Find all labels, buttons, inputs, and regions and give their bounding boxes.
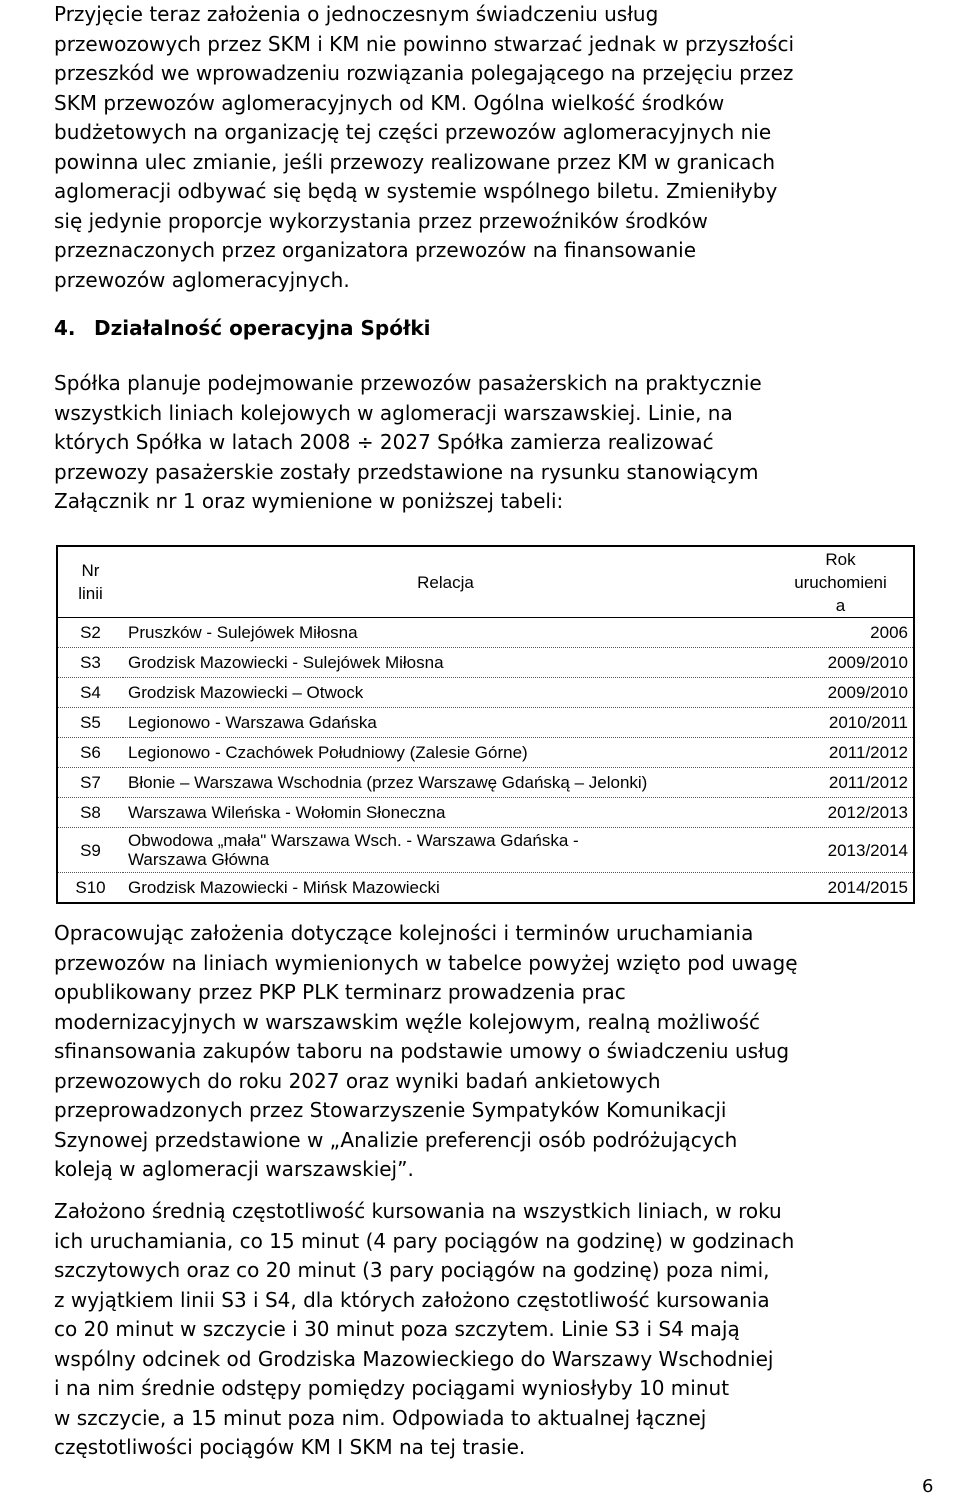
header-nr: Nr linii	[57, 546, 123, 618]
cell-rok: 2009/2010	[768, 648, 914, 678]
cell-relacja: Błonie – Warszawa Wschodnia (przez Warszawę Gdańską – Jelonki)	[123, 768, 768, 798]
cell-rok: 2011/2012	[768, 738, 914, 768]
cell-nr: S9	[57, 828, 123, 873]
cell-relacja: Legionowo - Czachówek Południowy (Zalesie Górne)	[123, 738, 768, 768]
cell-nr: S5	[57, 708, 123, 738]
table-row	[57, 828, 914, 873]
table-row	[57, 798, 914, 828]
paragraph-lines-intro: Spółka planuje podejmowanie przewozów pasażerskich na praktycznie wszystkich liniach kolejowych w aglomeracji warszawskiej. Linie, na których Spółka w latach 2008 ÷ 2027 Spółka zamierza realizować przewozy pasażerskie zostały przedstawione na rysunku stanowiącym Załącznik nr 1 oraz wymienione w poniższej tabeli:	[54, 371, 762, 513]
table-row	[57, 873, 914, 904]
table-header-row	[57, 546, 914, 618]
lines-table	[56, 545, 915, 904]
cell-nr: S7	[57, 768, 123, 798]
section-heading	[54, 316, 431, 340]
cell-rok: 2010/2011	[768, 708, 914, 738]
cell-nr: S10	[75, 878, 106, 897]
paragraph-skm-km: Przyjęcie teraz założenia o jednoczesnym świadczeniu usług przewozowych przez SKM i KM nie powinno stwarzać jednak w przyszłości przeszkód we wprowadzeniu rozwiązania polegającego na przejęciu przez SKM przewozów aglomeracyjnych od KM. Ogólna wielkość środków budżetowych na organizację tej części przewozów aglomeracyjnych nie powinna ulec zmianie, jeśli przewozy realizowane przez KM w granicach aglomeracji odbywać się będą w systemie wspólnego biletu. Zmieniłyby się jedynie proporcje wykorzystania przez przewoźników środków przeznaczonych przez organizatora przewozów na finansowanie przewozów aglomeracyjnych.	[54, 2, 795, 292]
paragraph-frequency: Założono średnią częstotliwość kursowania na wszystkich liniach, w roku ich uruchamiania, co 15 minut (4 pary pociągów na godzinę) w godzinach szczytowych oraz co 20 minut (3 pary pociągów na godzinę) poza nimi, z wyjątkiem linii S3 i S4, dla których założono częstotliwość kursowania co 20 minut w szczycie i 30 minut poza szczytem. Linie S3 i S4 mają wspólny odcinek od Grodziska Mazowieckiego do Warszawy Wschodniej i na nim średnie odstępy pomiędzy pociągami wyniosłyby 10 minut w szczycie, a 15 minut poza nim. Odpowiada to aktualnej łącznej częstotliwości pociągów KM I SKM na tej trasie.	[54, 1199, 795, 1459]
section-title: Działalność operacyjna Spółki	[94, 316, 431, 340]
table-row	[57, 678, 914, 708]
cell-relacja: Obwodowa „mała" Warszawa Wsch. - Warszawa Gdańska - Warszawa Główna	[123, 828, 768, 873]
page-number: 6	[922, 1476, 934, 1497]
cell-relacja: Grodzisk Mazowiecki - Mińsk Mazowiecki	[128, 878, 440, 897]
cell-nr: S4	[57, 678, 123, 708]
cell-relacja: Warszawa Wileńska - Wołomin Słoneczna	[123, 798, 768, 828]
cell-rok: 2006	[768, 618, 914, 648]
cell-relacja: Grodzisk Mazowiecki - Sulejówek Miłosna	[123, 648, 768, 678]
cell-nr: S6	[57, 738, 123, 768]
header-relacja: Relacja	[123, 546, 768, 618]
cell-nr: S3	[57, 648, 123, 678]
cell-rok: 2014/2015	[827, 878, 908, 897]
paragraph-schedule-basis: Opracowując założenia dotyczące kolejności i terminów uruchamiania przewozów na liniach wymienionych w tabelce powyżej wzięto pod uwagę opublikowany przez PKP PLK terminarz prowadzenia prac modernizacyjnych w warszawskim węźle kolejowym, realną możliwość sfinansowania zakupów taboru na podstawie umowy o świadczeniu usług przewozowych do roku 2027 oraz wyniki badań ankietowych przeprowadzonych przez Stowarzyszenie Sympatyków Komunikacji Szynowej przedstawione w „Analizie preferencji osób podróżujących koleją w aglomeracji warszawskiej”.	[54, 921, 798, 1181]
section-number: 4.	[54, 316, 76, 340]
cell-relacja: Legionowo - Warszawa Gdańska	[123, 708, 768, 738]
cell-rok: 2012/2013	[768, 798, 914, 828]
table-row	[57, 768, 914, 798]
cell-rok: 2011/2012	[768, 768, 914, 798]
cell-relacja: Pruszków - Sulejówek Miłosna	[123, 618, 768, 648]
cell-relacja: Grodzisk Mazowiecki – Otwock	[123, 678, 768, 708]
cell-rok: 2013/2014	[768, 828, 914, 873]
header-rok: Rok uruchomieni a	[768, 546, 914, 618]
table-row	[57, 738, 914, 768]
table-row	[57, 708, 914, 738]
cell-rok: 2009/2010	[768, 678, 914, 708]
table-row	[57, 648, 914, 678]
table-row	[57, 618, 914, 648]
cell-nr: S8	[57, 798, 123, 828]
cell-nr: S2	[57, 618, 123, 648]
